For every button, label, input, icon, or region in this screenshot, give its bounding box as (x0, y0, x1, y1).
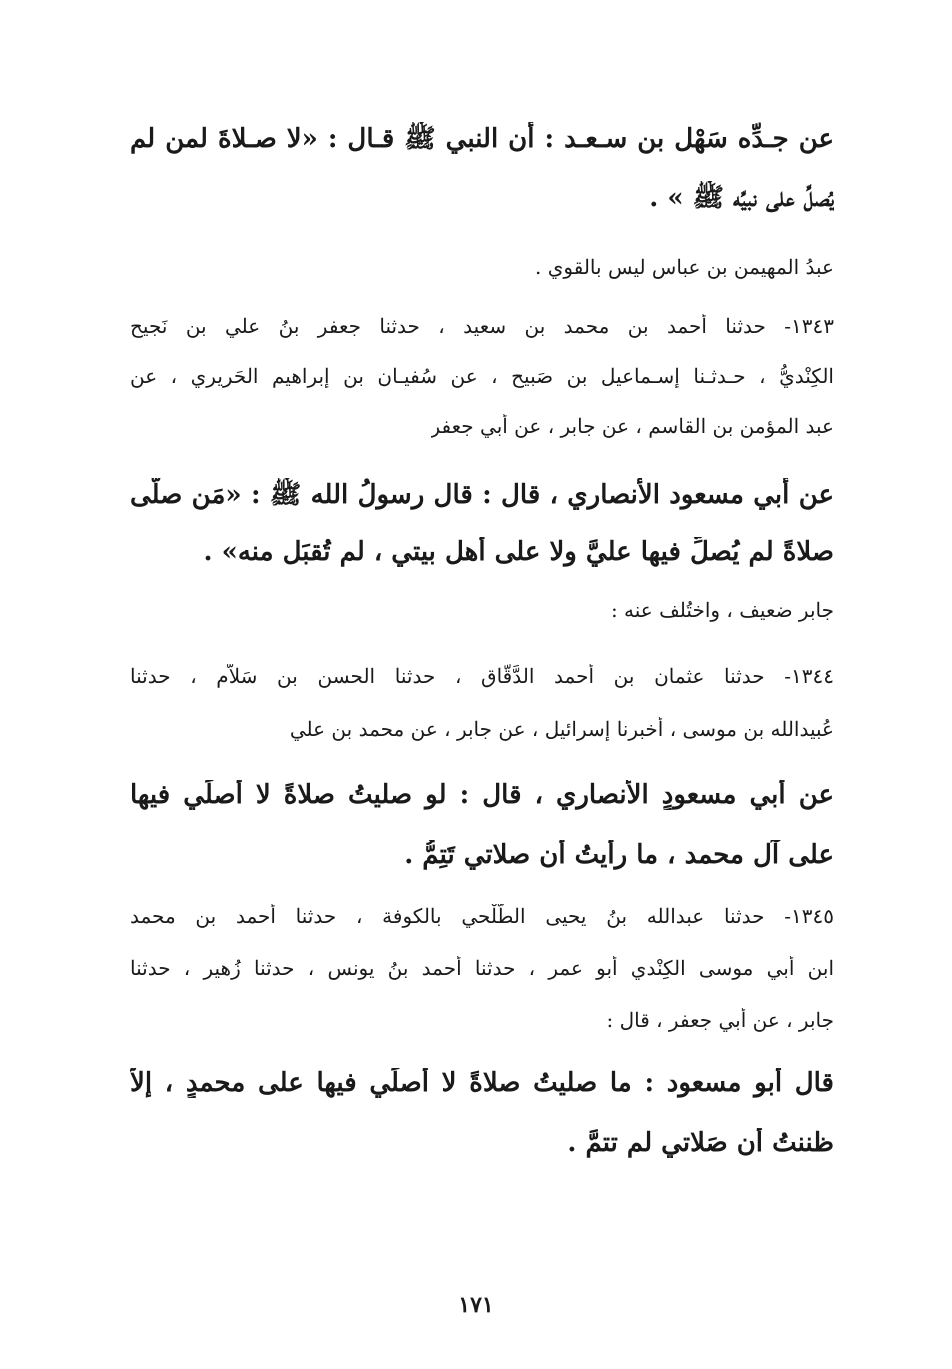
text-line: يُصلِّ على نبيِّه ﷺ » . (649, 183, 834, 213)
page-number: ١٧١ (458, 1292, 494, 1318)
text-line: ١٣٤٤- حدثنا عثمان بن أحمد الدَّقَّاق ، حدثنا الحسن بن سَلاَّم ، حدثنا (130, 664, 834, 688)
text-line: جابر ، عن أبي جعفر ، قال : (606, 1008, 834, 1032)
text-line: صلاةً لم يُصلِّ فيها عليَّ ولا على أهل بيتي ، لم تُقبَل منه» . (203, 537, 834, 567)
text-line: عُبيدالله بن موسى ، أخبرنا إسرائيل ، عن جابر ، عن محمد بن علي (289, 717, 834, 741)
text-line: عن أبي مسعود الأنصاري ، قال : قال رسولُ الله ﷺ : «مَن صلَّى (130, 480, 834, 510)
text-line: ظننتُ أن صَلاتي لم تتمَّ . (567, 1128, 834, 1158)
text-line: عبد المؤمن بن القاسم ، عن جابرٍ ، عن أبي جعفر (430, 414, 834, 438)
text-line: قال أبو مسعود : ما صليتُ صلاةً لا أصلِّي فيها على محمدٍ ، إلاّ (130, 1068, 834, 1098)
text-line: عن أبي مسعودٍ الأنصاري ، قال : لو صليتُ صلاةً لا أصلِّي فيها (130, 780, 834, 810)
text-line: عن جـدِّه سَهْل بن سـعـد : أن النبي ﷺ قـال : «لا صـلاةَ لمن لم (130, 124, 834, 154)
text-line: ابن أبي موسى الكِنْدي أبو عمر ، حدثنا أحمد بنُ يونس ، حدثنا زُهير ، حدثنا (130, 956, 834, 980)
text-line: الكِنْديُّ ، حـدثـنا إسـماعيل بن صَبيح ، عن سُفيـان بن إبراهيم الحَريري ، عن (130, 364, 834, 388)
text-line: عبدُ المهيمن بن عباس ليس بالقوي . (535, 255, 834, 279)
text-line: جابر ضعيف ، واختُلف عنه : (610, 598, 834, 622)
text-line: على آل محمد ، ما رأيتُ أن صلاتي تَتِمُّ . (404, 840, 834, 870)
text-line: ١٣٤٣- حدثنا أحمد بن محمد بنِ سعيد ، حدثنا جعفر بنُ علي بن نَجيح (130, 314, 834, 338)
text-line: ١٣٤٥- حدثنا عبدالله بنُ يحيى الطَّلْحي بالكوفة ، حدثنا أحمد بن محمد (130, 904, 834, 928)
